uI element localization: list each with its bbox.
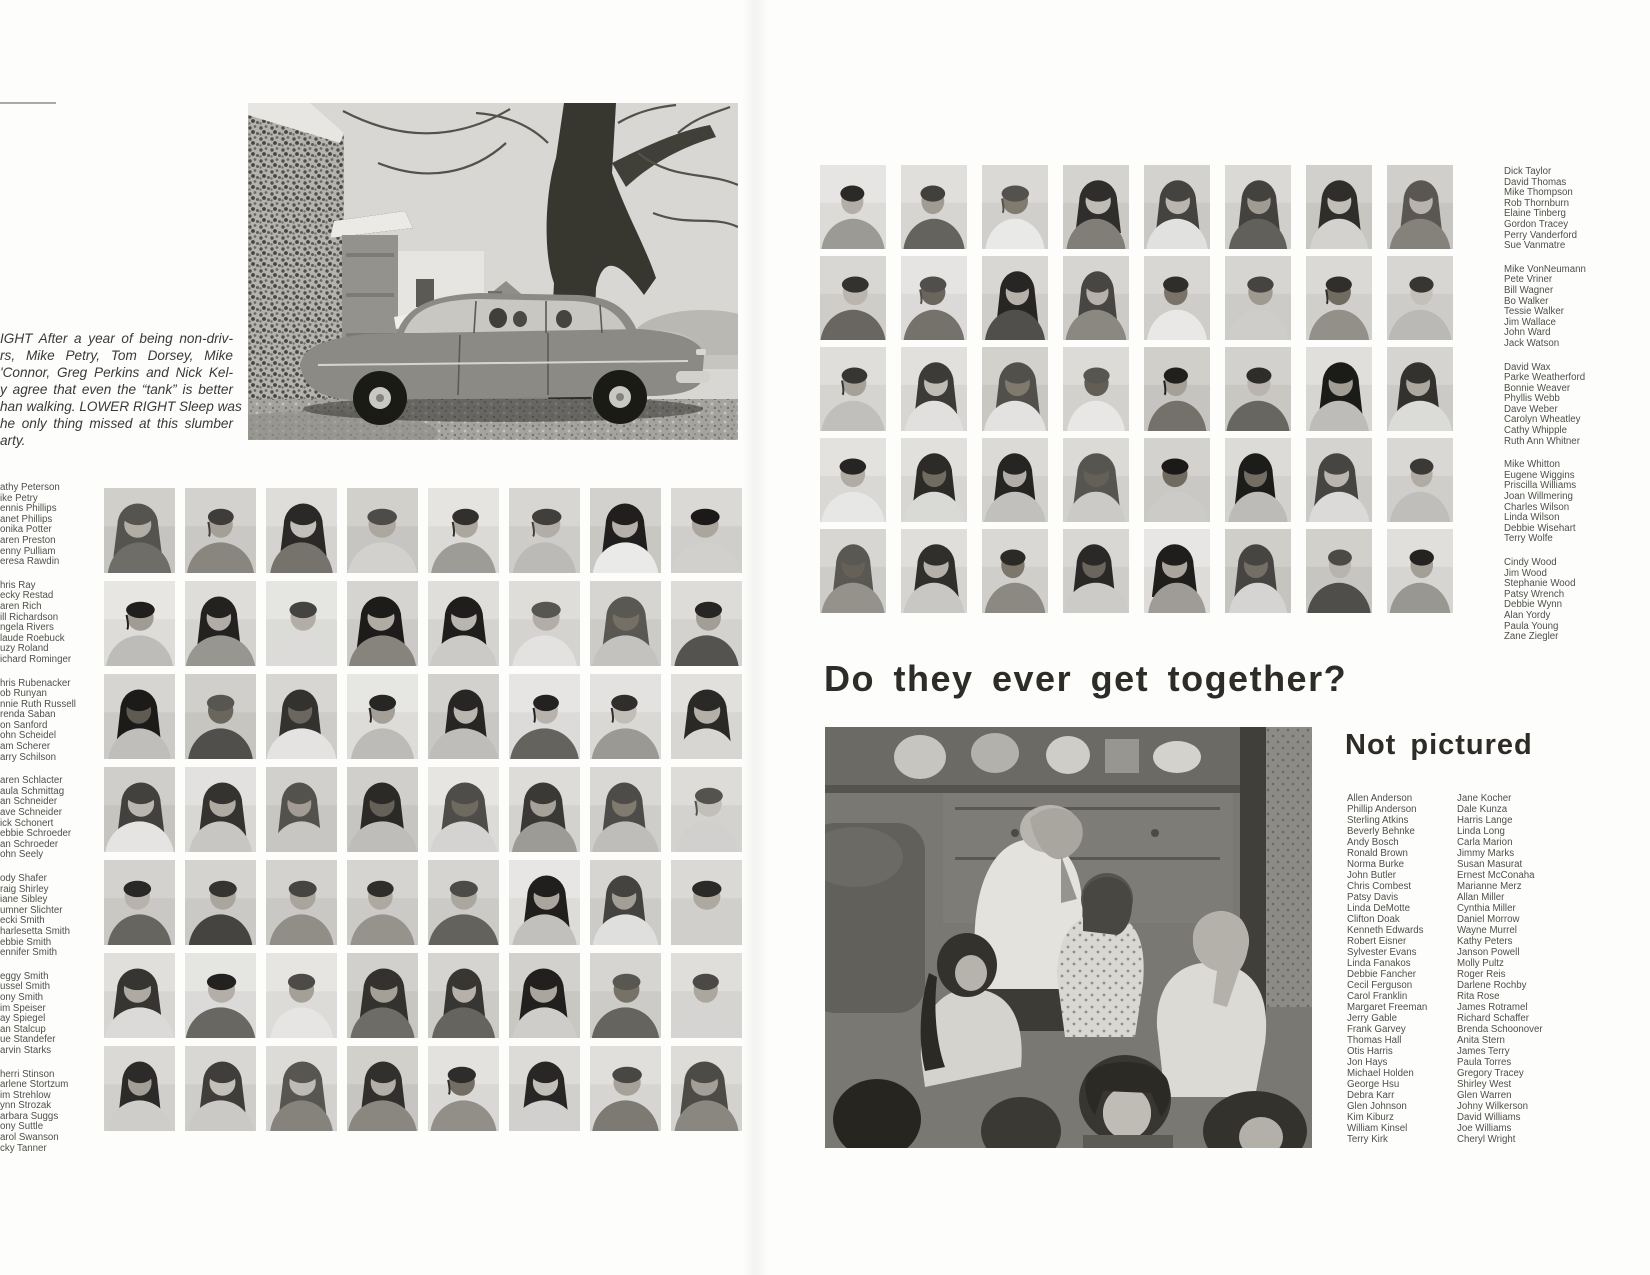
- portrait-photo: [820, 165, 886, 249]
- portrait-photo: [820, 256, 886, 340]
- roster-name: ony Suttle: [0, 1121, 44, 1133]
- not-pictured-name: Joe Williams: [1457, 1123, 1512, 1134]
- portrait-photo: [428, 767, 499, 852]
- portrait-photo: [982, 438, 1048, 522]
- not-pictured-name: Linda Fanakos: [1347, 958, 1411, 969]
- portrait-photo: [590, 860, 661, 945]
- not-pictured-name: William Kinsel: [1347, 1123, 1408, 1134]
- portrait-photo: [1063, 256, 1129, 340]
- portrait-photo: [1144, 165, 1210, 249]
- portrait-photo: [901, 165, 967, 249]
- roster-name: hris Rubenacker: [0, 677, 71, 689]
- portrait-photo: [1225, 438, 1291, 522]
- roster-name: arry Schilson: [0, 751, 56, 763]
- roster-name: aren Rich: [0, 600, 42, 612]
- roster-name: on Sanford: [0, 719, 48, 731]
- car-photo-illustration: [248, 103, 738, 440]
- portrait-photo: [671, 674, 742, 759]
- roster-name: an Schneider: [0, 796, 58, 808]
- left-roster-name-list: [0, 483, 110, 1167]
- roster-name: Terry Wolfe: [1504, 533, 1553, 545]
- scan-edge-artifact: [0, 102, 56, 104]
- portrait-photo: [1063, 347, 1129, 431]
- portrait-photo: [347, 860, 418, 945]
- roster-name: ebbie Schroeder: [0, 828, 72, 840]
- portrait-photo: [820, 529, 886, 613]
- portrait-photo: [1387, 438, 1453, 522]
- portrait-photo: [347, 581, 418, 666]
- caption-line: y agree that even the “tank” is better: [0, 382, 233, 397]
- roster-name: eggy Smith: [0, 970, 49, 982]
- not-pictured-lists: [1347, 793, 1543, 1145]
- roster-name: Debbie Wynn: [1504, 599, 1563, 611]
- portrait-photo: [185, 674, 256, 759]
- portrait-photo: [185, 581, 256, 666]
- roster-name: Eugene Wiggins: [1504, 469, 1575, 481]
- name-group: [1504, 460, 1634, 545]
- roster-name: ick Schonert: [0, 817, 54, 829]
- roster-name: im Speiser: [0, 1002, 46, 1014]
- portrait-photo: [104, 953, 175, 1038]
- roster-name: Cathy Whipple: [1504, 425, 1567, 437]
- not-pictured-name: Jerry Gable: [1347, 1013, 1398, 1024]
- name-group: [0, 776, 110, 861]
- not-pictured-name: Molly Pultz: [1457, 958, 1504, 969]
- roster-name: ike Petry: [0, 492, 38, 504]
- roster-name: Rob Thornburn: [1504, 197, 1569, 209]
- roster-name: Elaine Tinberg: [1504, 208, 1566, 220]
- not-pictured-name: Richard Schaffer: [1457, 1013, 1529, 1024]
- roster-name: cky Tanner: [0, 1142, 47, 1154]
- roster-name: Patsy Wrench: [1504, 588, 1565, 600]
- not-pictured-name: Gregory Tracey: [1457, 1068, 1524, 1079]
- roster-name: harlesetta Smith: [0, 925, 70, 937]
- not-pictured-name: John Butler: [1347, 870, 1397, 881]
- not-pictured-name: Phillip Anderson: [1347, 804, 1417, 815]
- not-pictured-name: Michael Holden: [1347, 1068, 1414, 1079]
- portrait-photo: [428, 581, 499, 666]
- roster-name: Mike Thompson: [1504, 187, 1573, 199]
- portrait-photo: [266, 953, 337, 1038]
- not-pictured-name: Wayne Murrel: [1457, 925, 1517, 936]
- name-group: [1504, 167, 1634, 252]
- left-portrait-grid: [104, 488, 742, 1131]
- name-group: [1504, 558, 1634, 643]
- caption-line: han walking. LOWER RIGHT Sleep was: [0, 399, 242, 414]
- not-pictured-name: Paula Torres: [1457, 1057, 1512, 1068]
- portrait-photo: [509, 674, 580, 759]
- portrait-photo: [982, 529, 1048, 613]
- portrait-photo: [590, 674, 661, 759]
- portrait-photo: [982, 256, 1048, 340]
- caption-line: IGHT After a year of being non-driv-: [0, 331, 233, 346]
- roster-name: umner Slichter: [0, 904, 63, 916]
- name-group: [1504, 265, 1634, 350]
- roster-name: ngela Rivers: [0, 622, 54, 634]
- portrait-photo: [185, 767, 256, 852]
- portrait-photo: [1306, 347, 1372, 431]
- portrait-photo: [185, 860, 256, 945]
- roster-name: Mike Whitton: [1504, 459, 1560, 471]
- portrait-photo: [1306, 256, 1372, 340]
- roster-name: ecki Smith: [0, 915, 45, 927]
- roster-name: Sue Vanmatre: [1504, 240, 1566, 252]
- portrait-photo: [104, 860, 175, 945]
- not-pictured-name: Harris Lange: [1457, 815, 1513, 826]
- portrait-photo: [901, 256, 967, 340]
- roster-name: ennis Phillips: [0, 503, 57, 515]
- portrait-photo: [347, 953, 418, 1038]
- not-pictured-name: James Rotramel: [1457, 1002, 1528, 1013]
- roster-name: Dick Taylor: [1504, 166, 1552, 177]
- portrait-photo: [347, 674, 418, 759]
- portrait-photo: [671, 581, 742, 666]
- not-pictured-name: Johny Wilkerson: [1457, 1101, 1529, 1112]
- portrait-photo: [185, 488, 256, 573]
- name-group: [0, 972, 110, 1057]
- portrait-photo: [1063, 165, 1129, 249]
- roster-name: Dave Weber: [1504, 403, 1558, 415]
- portrait-photo: [266, 1046, 337, 1131]
- roster-name: Alan Yordy: [1504, 609, 1551, 621]
- portrait-photo: [901, 438, 967, 522]
- portrait-photo: [982, 165, 1048, 249]
- portrait-photo: [982, 347, 1048, 431]
- not-pictured-name: Robert Eisner: [1347, 936, 1407, 947]
- caption-line: arty.: [0, 433, 26, 448]
- not-pictured-name: Daniel Morrow: [1457, 914, 1520, 925]
- roster-name: raig Shirley: [0, 883, 49, 895]
- not-pictured-name: Ernest McConaha: [1457, 870, 1535, 881]
- portrait-photo: [1144, 347, 1210, 431]
- portrait-photo: [820, 347, 886, 431]
- roster-name: Bill Wagner: [1504, 284, 1554, 296]
- portrait-photo: [901, 347, 967, 431]
- portrait-photo: [1225, 165, 1291, 249]
- name-group: [0, 581, 110, 666]
- roster-name: renda Saban: [0, 709, 56, 721]
- portrait-photo: [590, 581, 661, 666]
- not-pictured-name: Terry Kirk: [1347, 1134, 1388, 1145]
- not-pictured-name: Glen Warren: [1457, 1090, 1512, 1101]
- roster-name: Pete Vriner: [1504, 274, 1553, 286]
- roster-name: ohn Scheidel: [0, 730, 57, 742]
- roster-name: Stephanie Wood: [1504, 578, 1576, 590]
- portrait-photo: [428, 860, 499, 945]
- not-pictured-name: Allan Miller: [1457, 892, 1505, 903]
- portrait-photo: [1306, 438, 1372, 522]
- not-pictured-name: Frank Garvey: [1347, 1024, 1406, 1035]
- roster-name: im Strehlow: [0, 1089, 51, 1101]
- portrait-photo: [266, 674, 337, 759]
- portrait-photo: [1306, 165, 1372, 249]
- not-pictured-name: Clifton Doak: [1347, 914, 1400, 925]
- not-pictured-column-2: [1457, 793, 1543, 1145]
- roster-name: ony Smith: [0, 991, 44, 1003]
- roster-name: herri Stinson: [0, 1068, 55, 1080]
- portrait-photo: [104, 767, 175, 852]
- portrait-photo: [671, 953, 742, 1038]
- not-pictured-name: Otis Harris: [1347, 1046, 1393, 1057]
- not-pictured-name: Carol Franklin: [1347, 991, 1408, 1002]
- not-pictured-name: Andy Bosch: [1347, 837, 1399, 848]
- portrait-photo: [590, 1046, 661, 1131]
- caption-line: rs, Mike Petry, Tom Dorsey, Mike: [0, 348, 233, 363]
- roster-name: arvin Starks: [0, 1044, 52, 1056]
- not-pictured-name: Jane Kocher: [1457, 793, 1512, 804]
- not-pictured-name: George Hsu: [1347, 1079, 1400, 1090]
- portrait-photo: [104, 1046, 175, 1131]
- portrait-photo: [671, 1046, 742, 1131]
- portrait-photo: [1387, 165, 1453, 249]
- portrait-photo: [820, 438, 886, 522]
- portrait-photo: [104, 674, 175, 759]
- roster-name: Perry Vanderford: [1504, 229, 1578, 241]
- not-pictured-name: Anita Stern: [1457, 1035, 1505, 1046]
- not-pictured-name: Cynthia Miller: [1457, 903, 1516, 914]
- roster-name: uzy Roland: [0, 643, 49, 655]
- roster-name: arol Swanson: [0, 1132, 59, 1144]
- roster-name: Zane Ziegler: [1504, 631, 1559, 643]
- not-pictured-name: Linda Long: [1457, 826, 1505, 837]
- roster-name: anet Phillips: [0, 513, 53, 525]
- roster-name: ecky Restad: [0, 590, 54, 602]
- not-pictured-name: Susan Masurat: [1457, 859, 1523, 870]
- roster-name: Gordon Tracey: [1504, 218, 1569, 230]
- portrait-photo: [1387, 529, 1453, 613]
- right-roster-name-list: [1504, 167, 1634, 656]
- page-gutter-shadow: [742, 0, 768, 1275]
- not-pictured-name: David Williams: [1457, 1112, 1521, 1123]
- roster-name: ob Runyan: [0, 688, 47, 700]
- roster-name: ebbie Smith: [0, 936, 52, 948]
- roster-name: Cindy Wood: [1504, 557, 1557, 568]
- not-pictured-name: Janson Powell: [1457, 947, 1520, 958]
- portrait-photo: [428, 488, 499, 573]
- portrait-photo: [185, 1046, 256, 1131]
- roster-name: ohn Seely: [0, 849, 44, 861]
- right-portrait-grid: [820, 165, 1453, 613]
- portrait-photo: [901, 529, 967, 613]
- portrait-photo: [671, 488, 742, 573]
- portrait-photo: [1387, 256, 1453, 340]
- portrait-photo: [671, 860, 742, 945]
- photo-caption: [0, 330, 242, 449]
- not-pictured-name: Kenneth Edwards: [1347, 925, 1424, 936]
- not-pictured-name: Debbie Fancher: [1347, 969, 1416, 980]
- slumber-party-illustration: [825, 727, 1312, 1148]
- not-pictured-name: Kathy Peters: [1457, 936, 1513, 947]
- not-pictured-name: Cecil Ferguson: [1347, 980, 1413, 991]
- roster-name: aren Schlacter: [0, 775, 63, 787]
- roster-name: Paula Young: [1504, 620, 1559, 632]
- roster-name: ichard Rominger: [0, 653, 72, 665]
- not-pictured-name: Roger Reis: [1457, 969, 1506, 980]
- roster-name: enny Pulliam: [0, 545, 56, 557]
- name-group: [0, 483, 110, 568]
- name-group: [0, 874, 110, 959]
- portrait-photo: [509, 953, 580, 1038]
- portrait-photo: [509, 767, 580, 852]
- not-pictured-name: Jimmy Marks: [1457, 848, 1515, 859]
- car-photo: [248, 103, 738, 440]
- roster-name: Jim Wood: [1504, 567, 1547, 579]
- roster-name: iane Sibley: [0, 894, 48, 906]
- name-group: [1504, 363, 1634, 448]
- not-pictured-name: Dale Kunza: [1457, 804, 1508, 815]
- roster-name: ill Richardson: [0, 611, 59, 623]
- portrait-photo: [1144, 438, 1210, 522]
- roster-name: Joan Willmering: [1504, 491, 1573, 503]
- portrait-photo: [1225, 347, 1291, 431]
- portrait-photo: [590, 953, 661, 1038]
- roster-name: ussel Smith: [0, 981, 51, 993]
- portrait-photo: [1063, 438, 1129, 522]
- caption-line: he only thing missed at this slumber: [0, 416, 233, 431]
- portrait-photo: [509, 488, 580, 573]
- not-pictured-name: Chris Combest: [1347, 881, 1412, 892]
- roster-name: Carolyn Wheatley: [1504, 414, 1581, 426]
- roster-name: David Wax: [1504, 361, 1551, 373]
- not-pictured-name: Allen Anderson: [1347, 793, 1413, 804]
- portrait-photo: [1063, 529, 1129, 613]
- portrait-photo: [509, 581, 580, 666]
- roster-name: athy Peterson: [0, 482, 60, 493]
- not-pictured-name: Kim Kiburz: [1347, 1112, 1394, 1123]
- roster-name: Parke Weatherford: [1504, 372, 1586, 384]
- headline: Do they ever get together?: [824, 658, 1348, 699]
- roster-name: nnie Ruth Russell: [0, 698, 76, 710]
- portrait-photo: [1306, 529, 1372, 613]
- roster-name: hris Ray: [0, 579, 36, 591]
- not-pictured-name: Rita Rose: [1457, 991, 1500, 1002]
- roster-name: aren Preston: [0, 534, 56, 546]
- roster-name: Bo Walker: [1504, 295, 1549, 307]
- portrait-photo: [347, 767, 418, 852]
- portrait-photo: [1225, 529, 1291, 613]
- roster-name: an Schroeder: [0, 838, 59, 850]
- not-pictured-column-1: [1347, 793, 1457, 1145]
- name-group: [0, 679, 110, 764]
- roster-name: Mike VonNeumann: [1504, 263, 1586, 275]
- portrait-photo: [266, 488, 337, 573]
- portrait-photo: [428, 674, 499, 759]
- roster-name: arlene Stortzum: [0, 1079, 69, 1091]
- roster-name: Charles Wilson: [1504, 501, 1570, 513]
- roster-name: Tessie Walker: [1504, 306, 1564, 318]
- portrait-photo: [428, 953, 499, 1038]
- roster-name: ynn Strozak: [0, 1100, 52, 1112]
- not-pictured-name: Shirley West: [1457, 1079, 1512, 1090]
- not-pictured-name: Sylvester Evans: [1347, 947, 1417, 958]
- not-pictured-name: Norma Burke: [1347, 859, 1405, 870]
- roster-name: eresa Rawdin: [0, 556, 60, 568]
- not-pictured-name: Beverly Behnke: [1347, 826, 1415, 837]
- roster-name: Bonnie Weaver: [1504, 382, 1571, 394]
- roster-name: arbara Suggs: [0, 1110, 59, 1122]
- roster-name: Phyllis Webb: [1504, 393, 1560, 405]
- name-group: [0, 1070, 110, 1155]
- portrait-photo: [347, 1046, 418, 1131]
- portrait-photo: [1387, 347, 1453, 431]
- portrait-photo: [1225, 256, 1291, 340]
- portrait-photo: [671, 767, 742, 852]
- not-pictured-name: Ronald Brown: [1347, 848, 1408, 859]
- roster-name: Ruth Ann Whitner: [1504, 435, 1580, 447]
- portrait-photo: [104, 488, 175, 573]
- roster-name: am Scherer: [0, 741, 51, 753]
- roster-name: David Thomas: [1504, 176, 1567, 188]
- not-pictured-name: Cheryl Wright: [1457, 1134, 1516, 1145]
- roster-name: ody Shafer: [0, 873, 47, 884]
- portrait-photo: [266, 860, 337, 945]
- not-pictured-name: Margaret Freeman: [1347, 1002, 1428, 1013]
- portrait-photo: [509, 860, 580, 945]
- portrait-photo: [1144, 256, 1210, 340]
- not-pictured-heading: Not pictured: [1345, 729, 1533, 761]
- roster-name: ay Spiegel: [0, 1013, 46, 1025]
- roster-name: an Stalcup: [0, 1023, 46, 1035]
- roster-name: Debbie Wisehart: [1504, 522, 1576, 534]
- caption-line: 'Connor, Greg Perkins and Nick Kel-: [0, 365, 233, 380]
- roster-name: Jim Wallace: [1504, 316, 1556, 328]
- slumber-party-photo: [825, 727, 1312, 1148]
- not-pictured-name: Debra Karr: [1347, 1090, 1395, 1101]
- portrait-photo: [590, 488, 661, 573]
- portrait-photo: [266, 581, 337, 666]
- roster-name: ue Standefer: [0, 1034, 56, 1046]
- portrait-photo: [1144, 529, 1210, 613]
- not-pictured-name: Glen Johnson: [1347, 1101, 1407, 1112]
- roster-name: John Ward: [1504, 327, 1551, 339]
- not-pictured-name: Carla Marion: [1457, 837, 1513, 848]
- portrait-photo: [185, 953, 256, 1038]
- not-pictured-name: Jon Hays: [1347, 1057, 1388, 1068]
- not-pictured-name: James Terry: [1457, 1046, 1510, 1057]
- not-pictured-name: Marianne Merz: [1457, 881, 1522, 892]
- not-pictured-name: Sterling Atkins: [1347, 815, 1409, 826]
- portrait-photo: [104, 581, 175, 666]
- roster-name: aula Schmittag: [0, 785, 65, 797]
- roster-name: laude Roebuck: [0, 632, 65, 644]
- roster-name: Linda Wilson: [1504, 512, 1560, 524]
- roster-name: ennifer Smith: [0, 947, 58, 959]
- portrait-photo: [428, 1046, 499, 1131]
- not-pictured-name: Thomas Hall: [1347, 1035, 1402, 1046]
- portrait-photo: [266, 767, 337, 852]
- portrait-photo: [509, 1046, 580, 1131]
- portrait-photo: [590, 767, 661, 852]
- not-pictured-name: Darlene Rochby: [1457, 980, 1527, 991]
- not-pictured-name: Patsy Davis: [1347, 892, 1399, 903]
- not-pictured-name: Brenda Schoonover: [1457, 1024, 1543, 1035]
- roster-name: onika Potter: [0, 524, 52, 536]
- roster-name: Priscilla Williams: [1504, 480, 1577, 492]
- not-pictured-name: Linda DeMotte: [1347, 903, 1411, 914]
- portrait-photo: [347, 488, 418, 573]
- roster-name: ave Schneider: [0, 807, 62, 819]
- roster-name: Jack Watson: [1504, 337, 1560, 349]
